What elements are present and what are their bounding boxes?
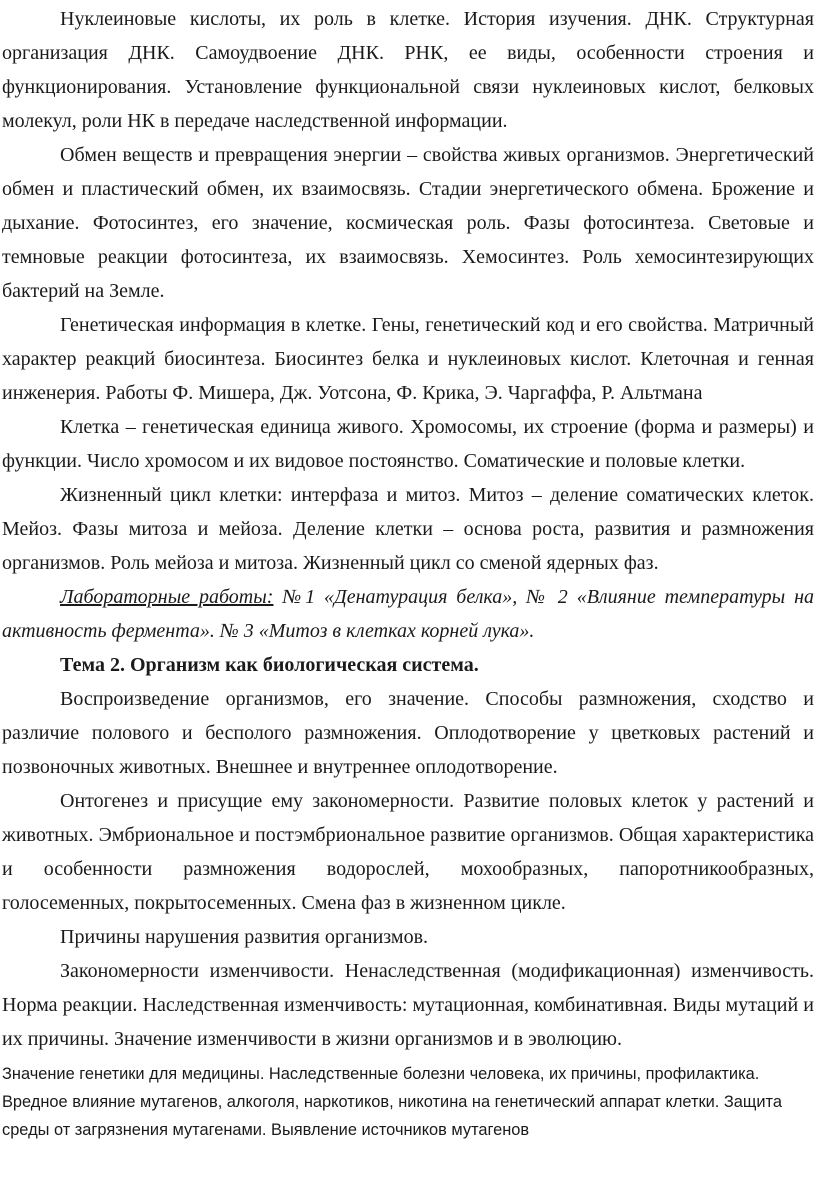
paragraph-development-disorders: Причины нарушения развития организмов. — [60, 926, 429, 948]
paragraph-metabolism: Обмен веществ и превращения энергии – свойства живых организмов. Энергетический обмен и пластический обмен, их взаимосвязь. Стадии энергетического обмена. Брожение и дыхание. Фотосинтез, его значение, космическая роль. Фазы фотосинтеза. Световые и темновые реакции фотосинтеза, их взаимосвязь. Хемосинтез. Роль хемосинтезирующих бактерий на Земле. — [2, 144, 814, 302]
paragraph-reproduction: Воспроизведение организмов, его значение. Способы размножения, сходство и различие полового и бесполого размножения. Оплодотворение у цветковых растений и позвоночных животных. Внешнее и внутреннее оплодотворение. — [2, 688, 814, 778]
paragraph-variability: Закономерности изменчивости. Ненаследственная (модификационная) изменчивость. Норма реакции. Наследственная изменчивость: мутационная, комбинативная. Виды мутаций и их причины. Значение изменчивости в жизни организмов и в эволюцию. — [2, 960, 814, 1050]
paragraph-ontogenesis: Онтогенез и присущие ему закономерности. Развитие половых клеток у растений и животных. Эмбриональное и постэмбриональное развитие организмов. Общая характеристика и особенности размножения водорослей, мохообразных, папоротникообразных, голосеменных, покрытосеменных. Смена фаз в жизненном цикле. — [2, 790, 814, 914]
paragraph-genetics-medicine: Значение генетики для медицины. Наследственные болезни человека, их причины, профилактика. Вредное влияние мутагенов, алкоголя, наркотиков, никотина на генетический аппарат клетки. Защита среды от загрязнения мутагенами. Выявление источников мутагенов — [2, 1065, 782, 1139]
lab-works-label: Лабораторные работы: — [60, 586, 274, 608]
lab-works-text: №1 «Денатурация белка», № 2 «Влияние температуры на активность фермента». № 3 «Митоз в клетках корней лука». — [2, 586, 814, 642]
paragraph-genetic-information: Генетическая информация в клетке. Гены, генетический код и его свойства. Матричный характер реакций биосинтеза. Биосинтез белка и нуклеиновых кислот. Клеточная и генная инженерия. Работы Ф. Мишера, Дж. Уотсона, Ф. Крика, Э. Чаргаффа, Р. Альтмана — [2, 314, 814, 404]
paragraph-cell-genetic-unit: Клетка – генетическая единица живого. Хромосомы, их строение (форма и размеры) и функции. Число хромосом и их видовое постоянство. Соматические и половые клетки. — [2, 416, 814, 472]
paragraph-lab-works — [2, 580, 814, 648]
section-heading-topic-2: Тема 2. Организм как биологическая система. — [60, 654, 479, 676]
paragraph-nucleic-acids: Нуклеиновые кислоты, их роль в клетке. История изучения. ДНК. Структурная организация ДНК. Самоудвоение ДНК. РНК, ее виды, особенности строения и функционирования. Установление функциональной связи нуклеиновых кислот, белковых молекул, роли НК в передаче наследственной информации. — [2, 8, 814, 132]
paragraph-cell-life-cycle: Жизненный цикл клетки: интерфаза и митоз. Митоз – деление соматических клеток. Мейоз. Фазы митоза и мейоза. Деление клетки – основа роста, развития и размножения организмов. Роль мейоза и митоза. Жизненный цикл со сменой ядерных фаз. — [2, 484, 814, 574]
